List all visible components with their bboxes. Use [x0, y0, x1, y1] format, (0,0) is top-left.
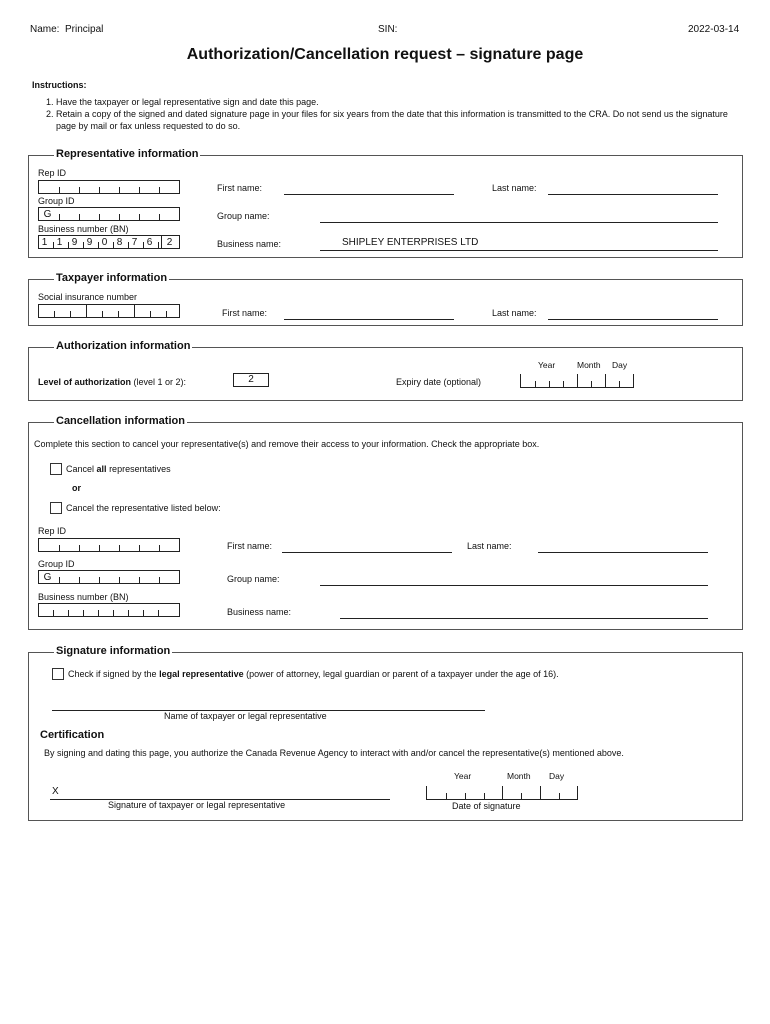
check-bold: legal representative: [159, 669, 244, 679]
bn-digit: 1: [56, 237, 63, 248]
bn-label: Business number (BN): [38, 224, 129, 234]
bn-digit: 7: [131, 237, 138, 248]
cancel-listed-label: Cancel the representative listed below:: [66, 503, 221, 513]
level-label-rest: (level 1 or 2):: [133, 377, 187, 387]
cancel-last-name-label: Last name:: [467, 541, 512, 551]
level-field[interactable]: 2: [233, 373, 269, 387]
authorization-legend: Authorization information: [56, 340, 191, 352]
cancel-business-name-label: Business name:: [227, 607, 292, 617]
rep-last-name-label: Last name:: [492, 183, 537, 193]
authorization-section: [28, 347, 743, 401]
bn-digit: 1: [41, 237, 48, 248]
level-label: [38, 377, 186, 387]
rep-business-name-field[interactable]: [320, 250, 718, 251]
date-caption: Date of signature: [452, 801, 521, 811]
signature-x-mark: X: [52, 786, 59, 797]
bn-field[interactable]: [38, 235, 180, 249]
sin-label: Social insurance number: [38, 292, 138, 302]
expiry-year-label: Year: [538, 360, 556, 370]
cancel-bn-label: Business number (BN): [38, 592, 129, 602]
cancel-all-bold: all: [96, 464, 107, 474]
cancellation-section: [28, 422, 743, 630]
bn-digit: 6: [146, 237, 153, 248]
bn-digit: 8: [116, 237, 123, 248]
cancel-group-id-field[interactable]: [38, 570, 180, 584]
rep-id-field[interactable]: [38, 180, 180, 194]
rep-business-name-label: Business name:: [217, 239, 282, 249]
taxpayer-legend: Taxpayer information: [56, 272, 168, 284]
or-text: or: [72, 483, 81, 493]
legal-representative-checkbox[interactable]: [52, 668, 64, 680]
rep-first-name-field[interactable]: [284, 194, 454, 195]
signature-date-field[interactable]: [426, 786, 578, 800]
rep-first-name-label: First name:: [217, 183, 263, 193]
rep-group-name-label: Group name:: [217, 211, 270, 221]
instructions-list: [42, 96, 742, 132]
cancel-last-name-field[interactable]: [538, 552, 708, 553]
instruction-item: 1. Have the taxpayer or legal representative sign and date this page.: [56, 96, 742, 108]
rep-id-label: Rep ID: [38, 168, 67, 178]
rep-group-name-field[interactable]: [320, 222, 718, 223]
cancel-group-id-value: G: [43, 572, 52, 583]
cancel-rep-id-label: Rep ID: [38, 526, 67, 536]
check-post: (power of attorney, legal guardian or parent of a taxpayer under the age of 16).: [246, 669, 559, 679]
group-id-value: G: [43, 209, 52, 220]
bn-digit: 0: [101, 237, 108, 248]
cancel-group-name-label: Group name:: [227, 574, 280, 584]
legal-representative-label: [68, 669, 559, 679]
header-name-label: Name:: [30, 24, 60, 35]
taxpayer-first-name-label: First name:: [222, 308, 268, 318]
instruction-item: 2. Retain a copy of the signed and dated signature page in your files for six years from the date that this information is transmitted to the CRA. Do not send us the signature page by mail or fax unless requested to do so.: [56, 108, 742, 132]
cancel-all-label: [66, 464, 171, 474]
instructions-heading: Instructions:: [32, 80, 87, 90]
group-id-label: Group ID: [38, 196, 75, 206]
bn-digit: 9: [71, 237, 78, 248]
taxpayer-first-name-field[interactable]: [284, 319, 454, 320]
cancel-group-name-field[interactable]: [320, 585, 708, 586]
cancel-first-name-field[interactable]: [282, 552, 452, 553]
bn-digit: 2: [166, 237, 173, 248]
sign-day-label: Day: [549, 771, 565, 781]
expiry-day-label: Day: [612, 360, 628, 370]
sin-field[interactable]: [38, 304, 180, 318]
cancel-business-name-field[interactable]: [340, 618, 708, 619]
representative-legend: Representative information: [56, 148, 199, 160]
cancellation-legend: Cancellation information: [56, 415, 185, 427]
check-pre: Check if signed by the: [68, 669, 157, 679]
bn-digit: 9: [86, 237, 93, 248]
sign-year-label: Year: [454, 771, 472, 781]
cancel-first-name-label: First name:: [227, 541, 273, 551]
header-name-value: Principal: [65, 24, 104, 35]
signature-caption: Signature of taxpayer or legal representative: [108, 800, 286, 810]
expiry-label: Expiry date (optional): [396, 377, 482, 387]
certification-heading: Certification: [40, 729, 105, 741]
page-title: Authorization/Cancellation request – signature page: [186, 46, 584, 63]
expiry-date-field[interactable]: [520, 374, 634, 388]
cancel-group-id-label: Group ID: [38, 559, 75, 569]
header-date: 2022-03-14: [688, 24, 740, 35]
header-sin-label: SIN:: [378, 24, 398, 35]
sign-month-label: Month: [507, 771, 531, 781]
cancel-all-pre: Cancel: [66, 464, 95, 474]
cancel-bn-field[interactable]: [38, 603, 180, 617]
cancel-rep-id-field[interactable]: [38, 538, 180, 552]
level-label-bold: Level of authorization: [38, 377, 132, 387]
cancellation-intro: Complete this section to cancel your representative(s) and remove their access to your information. Check the appropriate box.: [34, 439, 540, 449]
header-name: [30, 24, 103, 35]
expiry-month-label: Month: [577, 360, 601, 370]
rep-last-name-field[interactable]: [548, 194, 718, 195]
cancel-all-checkbox[interactable]: [50, 463, 62, 475]
taxpayer-last-name-field[interactable]: [548, 319, 718, 320]
cancel-all-post: representatives: [109, 464, 171, 474]
cancel-listed-checkbox[interactable]: [50, 502, 62, 514]
group-id-field[interactable]: [38, 207, 180, 221]
representative-name-caption: Name of taxpayer or legal representative: [164, 711, 327, 721]
certification-text: By signing and dating this page, you authorize the Canada Revenue Agency to interact with and/or cancel the representative(s) mentioned above.: [44, 748, 624, 758]
signature-legend: Signature information: [56, 645, 171, 657]
taxpayer-last-name-label: Last name:: [492, 308, 537, 318]
rep-business-name-value: SHIPLEY ENTERPRISES LTD: [342, 237, 479, 248]
